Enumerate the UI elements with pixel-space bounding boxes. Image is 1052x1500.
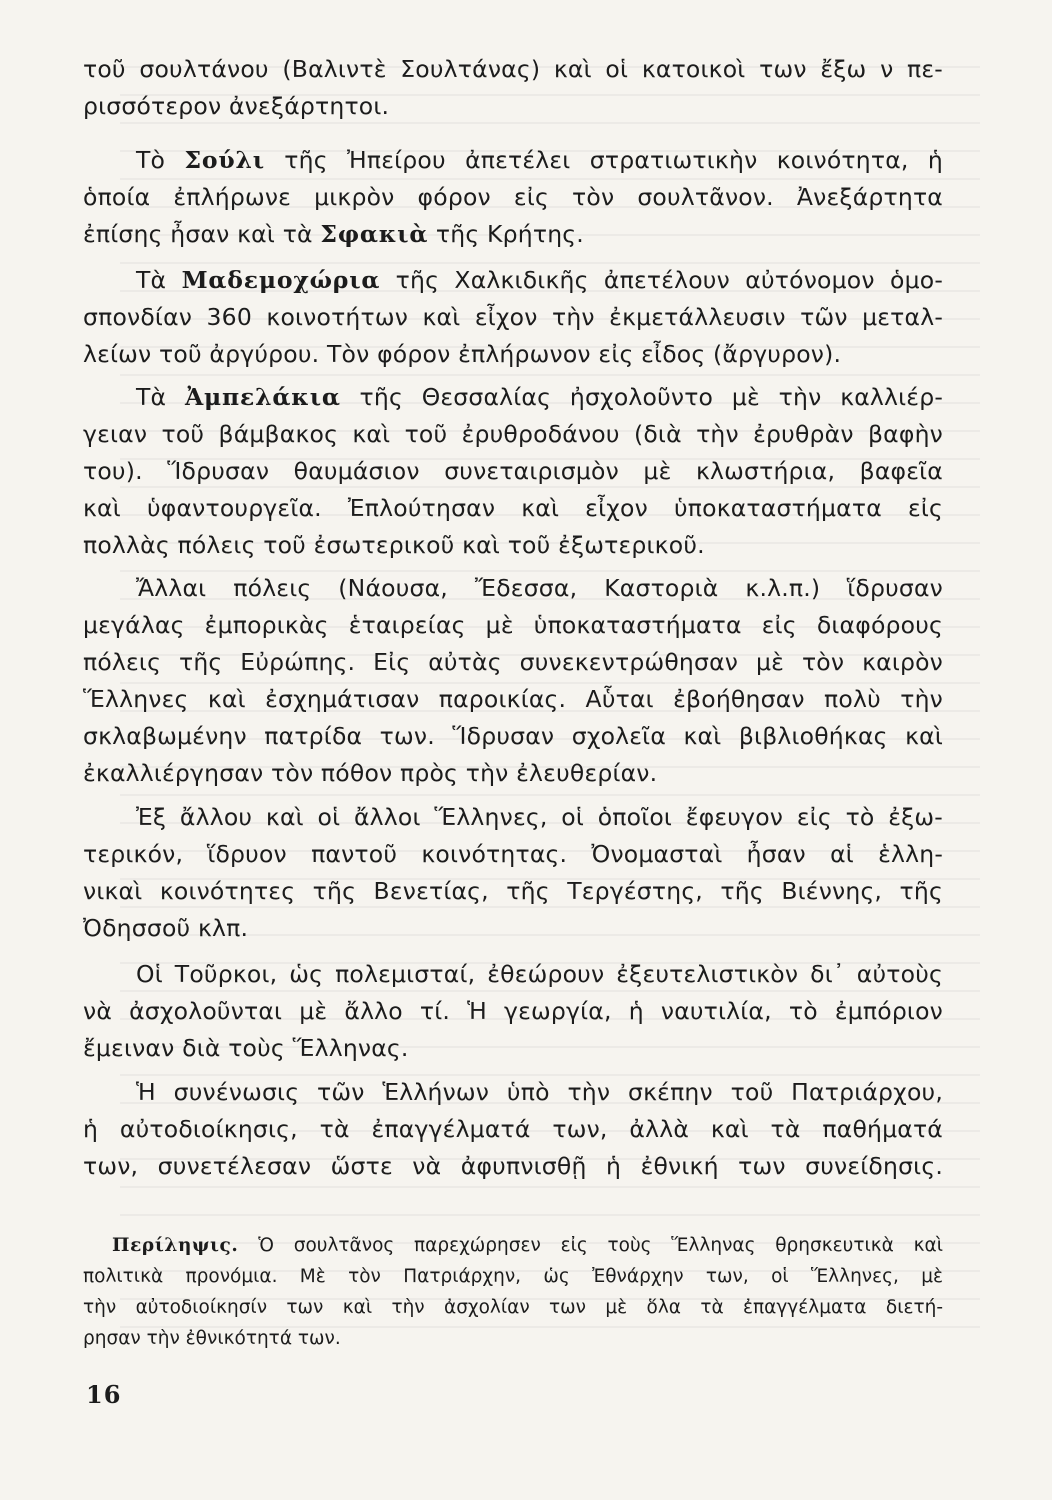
page-number: 16: [86, 1380, 122, 1409]
body-line: τερικόν, ἵδρυον παντοῦ κοινότητας. Ὀνομασταὶ ἦσαν αἱ ἑλλη-: [83, 840, 943, 868]
summary-line: τὴν αὐτοδιοίκησίν των καὶ τὴν ἀσχολίαν των μὲ ὅλα τὰ ἐπαγγέλματα διετή-: [83, 1297, 943, 1318]
body-line: ἔμειναν διὰ τοὺς Ἕλληνας.: [83, 1034, 409, 1062]
body-line: των, συνετέλεσαν ὥστε νὰ ἀφυπνισθῇ ἡ ἐθνική των συνείδησις.: [83, 1152, 943, 1180]
body-line: ἐπίσης ἦσαν καὶ τὰ Σφακιὰ τῆς Κρήτης.: [83, 220, 584, 248]
body-line: τοῦ σουλτάνου (Βαλιντὲ Σουλτάνας) καὶ οἱ κατοικοὶ των ἔξω ν πε-: [83, 55, 943, 83]
body-line: Ἡ συνένωσις τῶν Ἑλλήνων ὑπὸ τὴν σκέπην τοῦ Πατριάρχου,: [136, 1078, 943, 1106]
body-line: Ἐξ ἄλλου καὶ οἱ ἄλλοι Ἕλληνες, οἱ ὁποῖοι ἔφευγον εἰς τὸ ἐξω-: [136, 803, 943, 831]
body-line: Οἱ Τοῦρκοι, ὡς πολεμισταί, ἐθεώρουν ἐξευτελιστικὸν δι᾽ αὐτοὺς: [136, 960, 943, 988]
keyword-ampelakia: Ἀμπελάκια: [185, 383, 341, 411]
keyword-mademochoria: Μαδεμοχώρια: [181, 266, 381, 294]
body-line: ὁποία ἐπλήρωνε μικρὸν φόρον εἰς τὸν σουλτᾶνον. Ἀνεξάρτητα: [83, 183, 943, 211]
summary-line: Περίληψις. Ὁ σουλτᾶνος παρεχώρησεν εἰς τοὺς Ἕλληνας θρησκευτικὰ καὶ: [112, 1235, 943, 1256]
body-line: Τὰ Ἀμπελάκια τῆς Θεσσαλίας ἠσχολοῦντο μὲ τὴν καλλιέρ-: [136, 383, 944, 411]
body-line: νὰ ἀσχολοῦνται μὲ ἄλλο τί. Ἡ γεωργία, ἡ ναυτιλία, τὸ ἐμπόριον: [83, 997, 943, 1025]
summary-line: ρησαν τὴν ἐθνικότητά των.: [83, 1328, 341, 1349]
body-line: Τὸ Σούλι τῆς Ἠπείρου ἀπετέλει στρατιωτικὴν κοινότητα, ἡ: [136, 146, 943, 174]
summary-line: πολιτικὰ προνόμια. Μὲ τὸν Πατριάρχην, ὡς Ἐθνάρχην των, οἱ Ἕλληνες, μὲ: [83, 1266, 943, 1287]
body-line: καὶ ὑφαντουργεῖα. Ἐπλούτησαν καὶ εἶχον ὑποκαταστήματα εἰς: [83, 494, 943, 522]
body-line: Ὀδησσοῦ κλπ.: [83, 914, 249, 942]
body-line: σκλαβωμένην πατρίδα των. Ἵδρυσαν σχολεῖα καὶ βιβλιοθήκας καὶ: [83, 722, 943, 750]
body-line: Τὰ Μαδεμοχώρια τῆς Χαλκιδικῆς ἀπετέλουν αὐτόνομον ὁμο-: [136, 266, 944, 294]
body-line: σπονδίαν 360 κοινοτήτων καὶ εἶχον τὴν ἐκμετάλλευσιν τῶν μεταλ-: [83, 303, 943, 331]
body-line: λείων τοῦ ἀργύρου. Τὸν φόρον ἐπλήρωνον εἰς εἶδος (ἄργυρον).: [83, 340, 842, 368]
body-line: νικαὶ κοινότητες τῆς Βενετίας, τῆς Τεργέστης, τῆς Βιέννης, τῆς: [83, 877, 943, 905]
body-line: ρισσότερον ἀνεξάρτητοι.: [83, 92, 390, 120]
body-line: Ἄλλαι πόλεις (Νάουσα, Ἔδεσσα, Καστοριὰ κ.λ.π.) ἵδρυσαν: [136, 574, 943, 602]
body-line: πόλεις τῆς Εὐρώπης. Εἰς αὐτὰς συνεκεντρώθησαν μὲ τὸν καιρὸν: [83, 648, 943, 676]
keyword-sfakia: Σφακιὰ: [320, 220, 429, 248]
body-line: γειαν τοῦ βάμβακος καὶ τοῦ ἐρυθροδάνου (διὰ τὴν ἐρυθρὰν βαφὴν: [83, 420, 943, 448]
body-line: ἡ αὐτοδιοίκησις, τὰ ἐπαγγέλματά των, ἀλλὰ καὶ τὰ παθήματά: [83, 1115, 943, 1143]
body-line: του). Ἵδρυσαν θαυμάσιον συνεταιρισμὸν μὲ κλωστήρια, βαφεῖα: [83, 457, 943, 485]
body-line: Ἕλληνες καὶ ἐσχημάτισαν παροικίας. Αὗται ἐβοήθησαν πολὺ τὴν: [83, 685, 943, 713]
body-line: μεγάλας ἐμπορικὰς ἑταιρείας μὲ ὑποκαταστήματα εἰς διαφόρους: [83, 611, 943, 639]
body-line: ἐκαλλιέργησαν τὸν πόθον πρὸς τὴν ἐλευθερίαν.: [83, 759, 658, 787]
keyword-souli: Σούλι: [184, 146, 265, 174]
body-line: πολλὰς πόλεις τοῦ ἐσωτερικοῦ καὶ τοῦ ἐξωτερικοῦ.: [83, 531, 705, 559]
summary-heading: Περίληψις.: [112, 1235, 239, 1256]
